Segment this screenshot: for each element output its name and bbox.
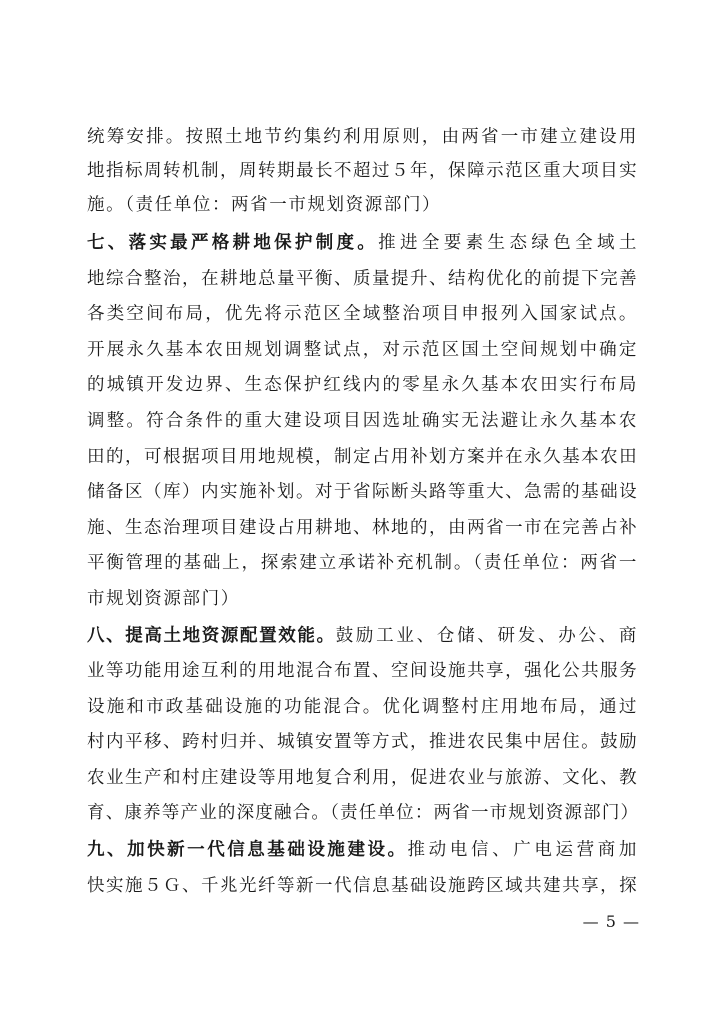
text-line: 施、生态治理项目建设占用耕地、林地的，由两省一市在完善占补 xyxy=(87,518,638,538)
text-line: 开展永久基本农田规划调整试点，对示范区国土空间规划中确定 xyxy=(87,340,638,360)
text-line: 储备区（库）内实施补划。对于省际断头路等重大、急需的基础设 xyxy=(87,482,638,502)
text-line: 地指标周转机制，周转期最长不超过５年，保障示范区重大项目实 xyxy=(87,161,638,181)
text-line: 农业生产和村庄建设等用地复合利用，促进农业与旅游、文化、教 xyxy=(87,768,638,788)
section-8-heading: 八、提高土地资源配置效能。 xyxy=(87,626,336,646)
section-8-text: 鼓励工业、仓储、研发、办公、商 xyxy=(335,626,639,646)
text-line: 快实施５Ｇ、千兆光纤等新一代信息基础设施跨区域共建共享，探 xyxy=(87,876,638,896)
text-line: 村内平移、跨村归并、城镇安置等方式，推进农民集中居住。鼓励 xyxy=(87,732,638,752)
page-number: — 5 — xyxy=(582,912,640,931)
section-9-heading: 九、加快新一代信息基础设施建设。 xyxy=(87,840,408,860)
text-line: 业等功能用途互利的用地混合布置、空间设施共享，强化公共服务 xyxy=(87,661,638,681)
text-line: 设施和市政基础设施的功能混合。优化调整村庄用地布局，通过 xyxy=(87,697,638,717)
text-line: 市规划资源部门） xyxy=(87,589,240,609)
section-8-first-line xyxy=(87,619,638,653)
text-line: 各类空间布局，优先将示范区全域整治项目申报列入国家试点。 xyxy=(87,304,638,324)
text-line: 施。（责任单位：两省一市规划资源部门） xyxy=(87,195,442,215)
section-9-text: 推动电信、广电运营商加 xyxy=(407,840,638,860)
text-line: 统筹安排。按照土地节约集约利用原则，由两省一市建立建设用 xyxy=(87,127,638,147)
section-9-first-line xyxy=(87,833,638,867)
text-line: 田的，可根据项目用地规模，制定占用补划方案并在永久基本农田 xyxy=(87,447,638,467)
section-7-heading: 七、落实最严格耕地保护制度。 xyxy=(87,233,379,253)
text-line: 地综合整治，在耕地总量平衡、质量提升、结构优化的前提下完善 xyxy=(87,269,638,289)
section-7-first-line xyxy=(87,226,638,260)
text-line: 平衡管理的基础上，探索建立承诺补充机制。（责任单位：两省一 xyxy=(87,553,638,573)
text-line: 育、康养等产业的深度融合。（责任单位：两省一市规划资源部门） xyxy=(87,803,640,823)
text-line: 的城镇开发边界、生态保护红线内的零星永久基本农田实行布局 xyxy=(87,375,638,395)
text-line: 调整。符合条件的重大建设项目因选址确实无法避让永久基本农 xyxy=(87,411,638,431)
section-7-text: 推进全要素生态绿色全域土 xyxy=(378,233,639,253)
